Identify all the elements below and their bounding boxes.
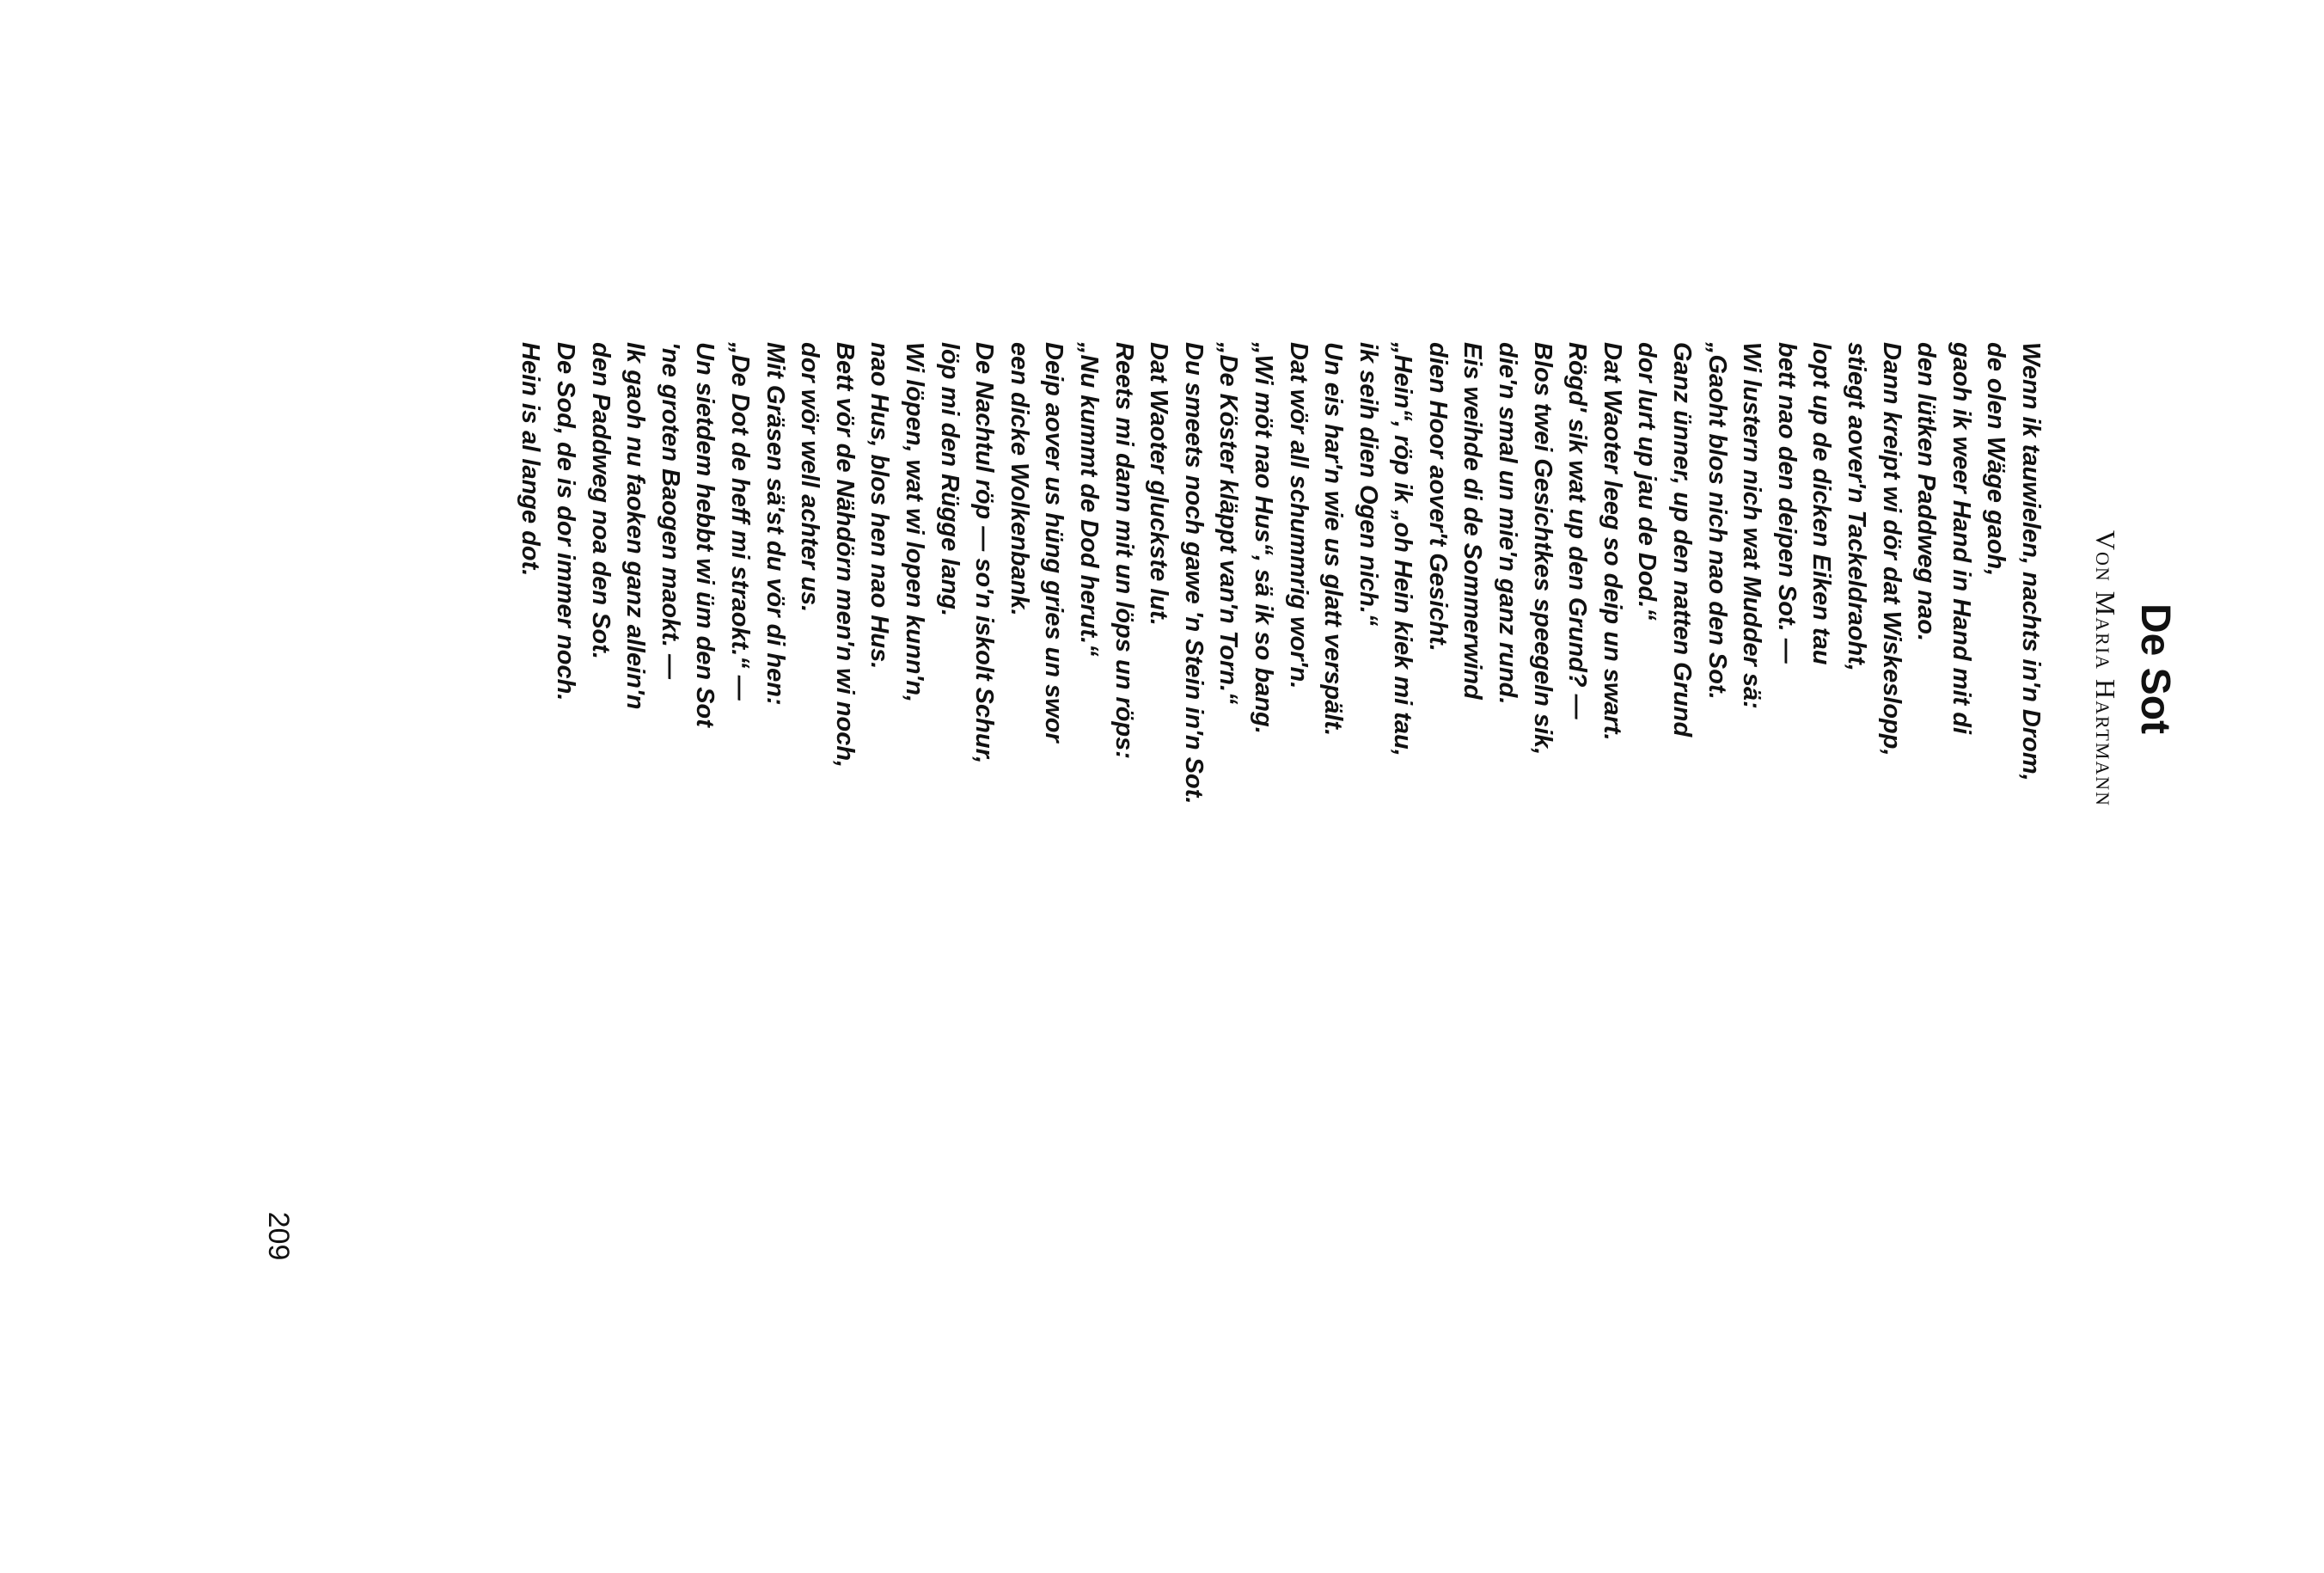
poem-line: dor wör well achter us. [796,342,824,613]
stanza [513,342,652,1116]
poem-line: de olen Wäge gaoh, [1982,342,2010,577]
stanza [652,342,792,1116]
poem-line: Blos twei Gesichtkes speegeln sik, [1528,342,1556,756]
stanza [1630,342,1769,1116]
poem-line: Du smeets noch gawe 'n Stein in'n Sot. [1179,342,1208,805]
poem-line: dien Hoor aover't Gesicht. [1423,342,1452,652]
poem-line: Dat wör all schummrig wor'n. [1284,342,1312,689]
poem-line: dor lurt up jau de Dod.“ [1633,342,1661,621]
stanza [1071,342,1210,1116]
poem-line: Mit Gräsen sä'st du vör di hen: [761,342,789,706]
poem-line: den lütken Paddweg nao. [1912,342,1941,642]
poem-line: De Nachtul röp — so'n iskolt Schur, [970,342,999,764]
poem-line: die'n smal un mie'n ganz rund. [1494,342,1522,705]
poem-line: Wi löpen, wat wi lopen kunn'n, [901,342,928,703]
poem-line: „De Dot de heff mi straokt.“ — [726,342,755,701]
poem-line: stiegt aover'n Tackeldraoht, [1843,342,1871,671]
poem-line: nao Hus, blos hen nao Hus. [865,342,894,670]
poem-line: De Sod, de is dor immer noch. [552,342,580,701]
poem-line: Rögd' sik wat up den Grund? — [1563,342,1592,719]
poem-title: De Sot [2132,603,2178,734]
poem-line: Ganz ünner, up den natten Grund [1668,342,1697,738]
poem-line: den Paddweg noa den Sot. [586,342,615,659]
stanza [1350,342,1489,1116]
stanza [1769,342,1908,1116]
stanza [792,342,932,1116]
poem-line: „De Köster kläppt van'n Torn.“ [1214,342,1243,705]
stanza [1211,342,1350,1116]
poem-line: „Wi möt nao Hus“, sä ik so bang. [1249,342,1277,734]
page-number: 209 [262,1211,295,1261]
poem-line: Reets mi dann mit un löps un röps: [1110,342,1138,759]
stanza [932,342,1071,1116]
poem-line: Un eis har'n wie us glatt verspält. [1319,342,1348,737]
poem-line: Dat Waoter leeg so deip un swart. [1598,342,1626,741]
poem-line: Dann kreipt wi dör dat Wiskeslopp, [1877,342,1905,756]
poem-line: „Nu kummt de Dod herut.“ [1074,342,1103,657]
poem-line: een dicke Wolkenbank. [1005,342,1033,616]
poem-block [513,342,2179,1116]
poem-line: 'ne groten Baogen maokt. — [656,342,684,679]
poem-line: Eis weihde di de Sommerwind [1459,342,1487,700]
poem-line: Dat Waoter gluckste lut. [1145,342,1173,626]
poem-line: Deip aover us hüng gries un swor [1040,342,1068,743]
poem-line: Ik gaoh nu faoken ganz allein'n [621,342,650,710]
poem-line: löp mi den Rügge lang. [935,342,963,616]
poem-body [513,342,2048,1116]
poem-line: Wi lustern nich wat Mudder sä: [1738,342,1766,709]
poem-line: Un sietdem hebbt wi üm den Sot [691,342,719,727]
poem-line: „Hein“, röp ik „oh Hein kiek mi tau, [1389,342,1417,756]
poem-line: Hein is al lange dot. [517,342,545,577]
poem-line: bett nao den deipen Sot. — [1772,342,1801,664]
poem-line: „Gaoht blos nich nao den Sot. [1703,342,1731,700]
stanza [1909,342,2048,1116]
poem-line: lopt up de dicken Eiken tau [1807,342,1836,665]
poem-author: Von Maria Hartmann [2090,529,2121,808]
stanza [1490,342,1630,1116]
poem-line: Wenn ik tauwielen, nachts in'n Drom, [2017,342,2045,781]
poem-line: Bett vör de Nähdörn men'n wi noch, [830,342,859,768]
poem-line: gaoh ik weer Hand in Hand mit di [1947,342,1975,734]
poem-line: ik seih dien Ogen nich.“ [1354,342,1382,627]
